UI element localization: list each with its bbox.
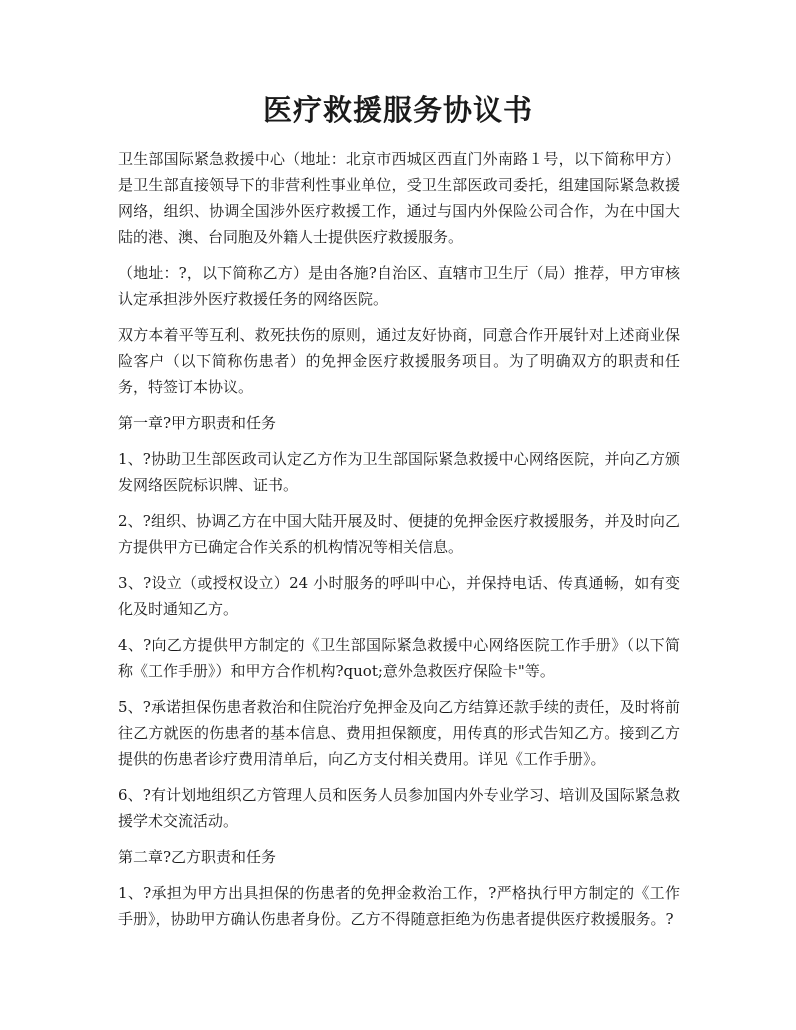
clause-paragraph: 1、?协助卫生部医政司认定乙方作为卫生部国际紧急救援中心网络医院，并向乙方颁发网络医院标识牌、证书。 [118, 450, 680, 494]
clause-paragraph: 1、?承担为甲方出具担保的伤患者的免押金救治工作，?严格执行甲方制定的《工作手册》，协助甲方确认伤患者身份。乙方不得随意拒绝为伤患者提供医疗救援服务。? [118, 884, 680, 928]
intro-paragraph-purpose: 双方本着平等互利、救死扶伤的原则，通过友好协商，同意合作开展针对上述商业保险客户（以下简称伤患者）的免押金医疗救援服务项目。为了明确双方的职责和任务，特签订本协议。 [118, 326, 680, 396]
clause-paragraph: 5、?承诺担保伤患者救治和住院治疗免押金及向乙方结算还款手续的责任，及时将前往乙方就医的伤患者的基本信息、费用担保额度，用传真的形式告知乙方。接到乙方提供的伤患者诊疗费用清单后，向乙方支付相关费用。详见《工作手册》。 [118, 698, 680, 768]
document-body [118, 146, 680, 942]
clause-paragraph: 3、?设立（或授权设立）24 小时服务的呼叫中心，并保持电话、传真通畅，如有变化及时通知乙方。 [118, 574, 680, 618]
intro-paragraph-party-a: 卫生部国际紧急救援中心（地址：北京市西城区西直门外南路１号，以下简称甲方）是卫生部直接领导下的非营利性事业单位，受卫生部医政司委托，组建国际紧急救援网络，组织、协调全国涉外医疗救援工作，通过与国内外保险公司合作，为在中国大陆的港、澳、台同胞及外籍人士提供医疗救援服务。 [118, 150, 680, 246]
intro-paragraph-party-b: （地址：?，以下简称乙方）是由各施?自治区、直辖市卫生厅（局）推荐，甲方审核认定承担涉外医疗救援任务的网络医院。 [118, 264, 680, 308]
clause-paragraph: 4、?向乙方提供甲方制定的《卫生部国际紧急救援中心网络医院工作手册》（以下简称《工作手册》）和甲方合作机构?quot;意外急救医疗保险卡"等。 [118, 636, 680, 680]
clause-paragraph: 6、?有计划地组织乙方管理人员和医务人员参加国内外专业学习、培训及国际紧急救援学术交流活动。 [118, 786, 680, 830]
document-title: 医疗救援服务协议书 [262, 93, 533, 127]
clause-paragraph: 2、?组织、协调乙方在中国大陆开展及时、便捷的免押金医疗救援服务，并及时向乙方提供甲方已确定合作关系的机构情况等相关信息。 [118, 512, 680, 556]
chapter-heading: 第二章?乙方职责和任务 [118, 848, 277, 866]
chapter-heading: 第一章?甲方职责和任务 [118, 414, 277, 432]
